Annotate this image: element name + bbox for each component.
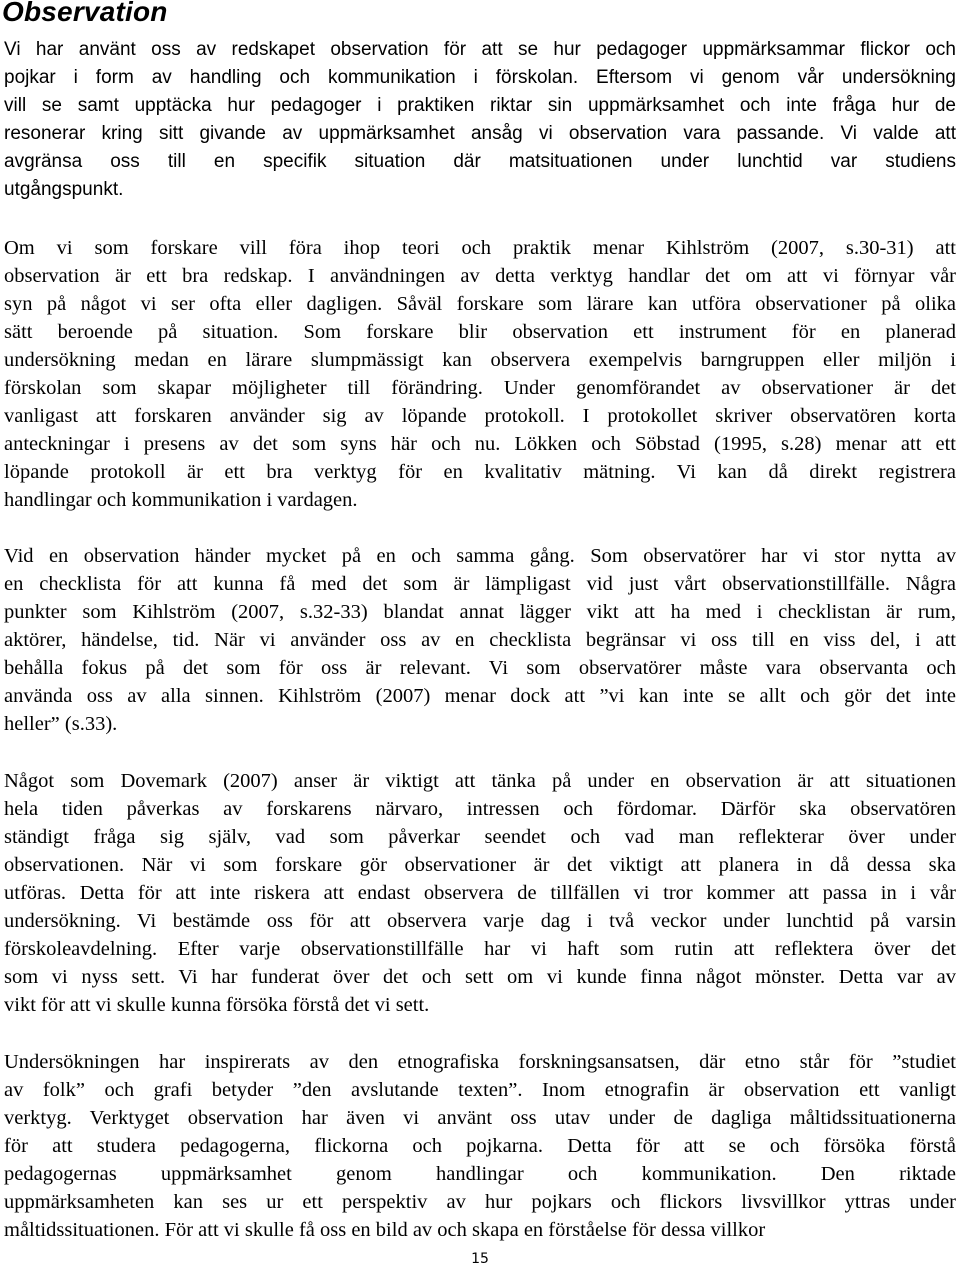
text-line: en checklista för att kunna få med det som är lämpligast vid just vårt observationstillfälle. Några [4,573,956,595]
text-line: som vi nyss sett. Vi har funderat över det och sett om vi kunde finna något mönster. Detta var av [4,966,956,988]
text-line: observationen. När vi som forskare gör observationer är det viktigt att planera in då dessa ska [4,854,956,876]
text-line: löpande protokoll är ett bra verktyg för en kvalitativ mätning. Vi kan då direkt registrera [4,461,956,483]
text-line: undersökning. Vi bestämde oss för att observera varje dag i två veckor under lunchtid på varsin [4,910,956,932]
text-line: Vid en observation händer mycket på en och samma gång. Som observatörer har vi stor nytta av [4,545,956,567]
text-line: undersökning medan en lärare slumpmässigt kan observera exempelvis barngruppen eller miljön i [4,349,956,371]
text-line: vill se samt upptäcka hur pedagoger i praktiken riktar sin uppmärksamhet och inte fråga hur de [4,95,956,116]
text-line: förskolan som skapar möjligheter till förändring. Under genomförandet av observationer är det [4,377,956,399]
paragraph-2 [4,234,956,514]
text-line: anteckningar i presens av det som syns här och nu. Lökken och Söbstad (1995, s.28) menar att ett [4,433,956,455]
text-line: ständigt fråga sig själv, vad som påverkar seendet och vad man reflekterar över under [4,826,956,848]
text-line: Vi har använt oss av redskapet observation för att se hur pedagoger uppmärksammar flickor och [4,39,956,60]
section-heading: Observation [2,0,168,27]
text-line: sätt beroende på situation. Som forskare blir observation ett instrument för en planerad [4,321,956,343]
text-line: använda oss av alla sinnen. Kihlström (2007) menar dock att ”vi kan inte se allt och gör det inte [4,685,956,707]
text-line: resonerar kring sitt givande av uppmärksamhet ansåg vi observation vara passande. Vi valde att [4,123,956,144]
text-line: vanligast att forskaren använder sig av löpande protokoll. I protokollet skriver observatören korta [4,405,956,427]
text-line: Undersökningen har inspirerats av den etnografiska forskningsansatsen, där etno står för ”studiet [4,1051,956,1073]
page-number: 15 [471,1251,489,1267]
text-line: av folk” och grafi betyder ”den avslutande texten”. Inom etnografin är observation ett vanligt [4,1079,956,1101]
text-line: Om vi som forskare vill föra ihop teori och praktik menar Kihlström (2007, s.30-31) att [4,237,956,259]
text-line: för att studera pedagogerna, flickorna och pojkarna. Detta för att se och försöka förstå [4,1135,956,1157]
text-line: avgränsa oss till en specifik situation där matsituationen under lunchtid var studiens [4,151,956,172]
text-line: behålla fokus på det som för oss är relevant. Vi som observatörer måste vara observanta och [4,657,956,679]
text-line: uppmärksamheten kan ses ur ett perspektiv av hur pojkars och flickors livsvillkor yttras under [4,1191,956,1213]
text-line: syn på något vi ser ofta eller dagligen. Såväl forskare som lärare kan utföra observationer på olika [4,293,956,315]
text-line: pedagogernas uppmärksamhet genom handlingar och kommunikation. Den riktade [4,1163,956,1185]
text-line: verktyg. Verktyget observation har även vi använt oss utav under de dagliga måltidssituationerna [4,1107,956,1129]
text-line: heller” (s.33). [4,713,118,735]
text-line: pojkar i form av handling och kommunikation i förskolan. Eftersom vi genom vår undersökning [4,67,956,88]
paragraph-3 [4,542,956,738]
paragraph-5 [4,1048,956,1244]
text-line: utgångspunkt. [4,179,124,200]
text-line: punkter som Kihlström (2007, s.32-33) blandat annat lägger vikt att ha med i checklistan är rum, [4,601,956,623]
text-line: Något som Dovemark (2007) anser är viktigt att tänka på under en observation är att situationen [4,770,956,792]
text-line: observation är ett bra redskap. I användningen av detta verktyg handlar det om att vi förnyar vår [4,265,956,287]
text-line: hela tiden påverkas av forskarens närvaro, intressen och fördomar. Därför ska observatören [4,798,956,820]
text-line: handlingar och kommunikation i vardagen. [4,489,358,511]
text-line: aktörer, händelse, tid. När vi använder oss av en checklista begränsar vi oss till en viss del, i att [4,629,956,651]
text-line: förskoleavdelning. Efter varje observationstillfälle har vi haft som rutin att reflektera över det [4,938,956,960]
text-line: måltidssituationen. För att vi skulle få oss en bild av och skapa en förståelse för dessa villkor [4,1219,766,1241]
paragraph-1 [4,36,956,204]
text-line: vikt för att vi skulle kunna försöka förstå det vi sett. [4,994,430,1016]
text-line: utföras. Detta för att inte riskera att endast observera de tillfällen vi tror kommer att passa in i vår [4,882,956,904]
paragraph-4 [4,767,956,1019]
